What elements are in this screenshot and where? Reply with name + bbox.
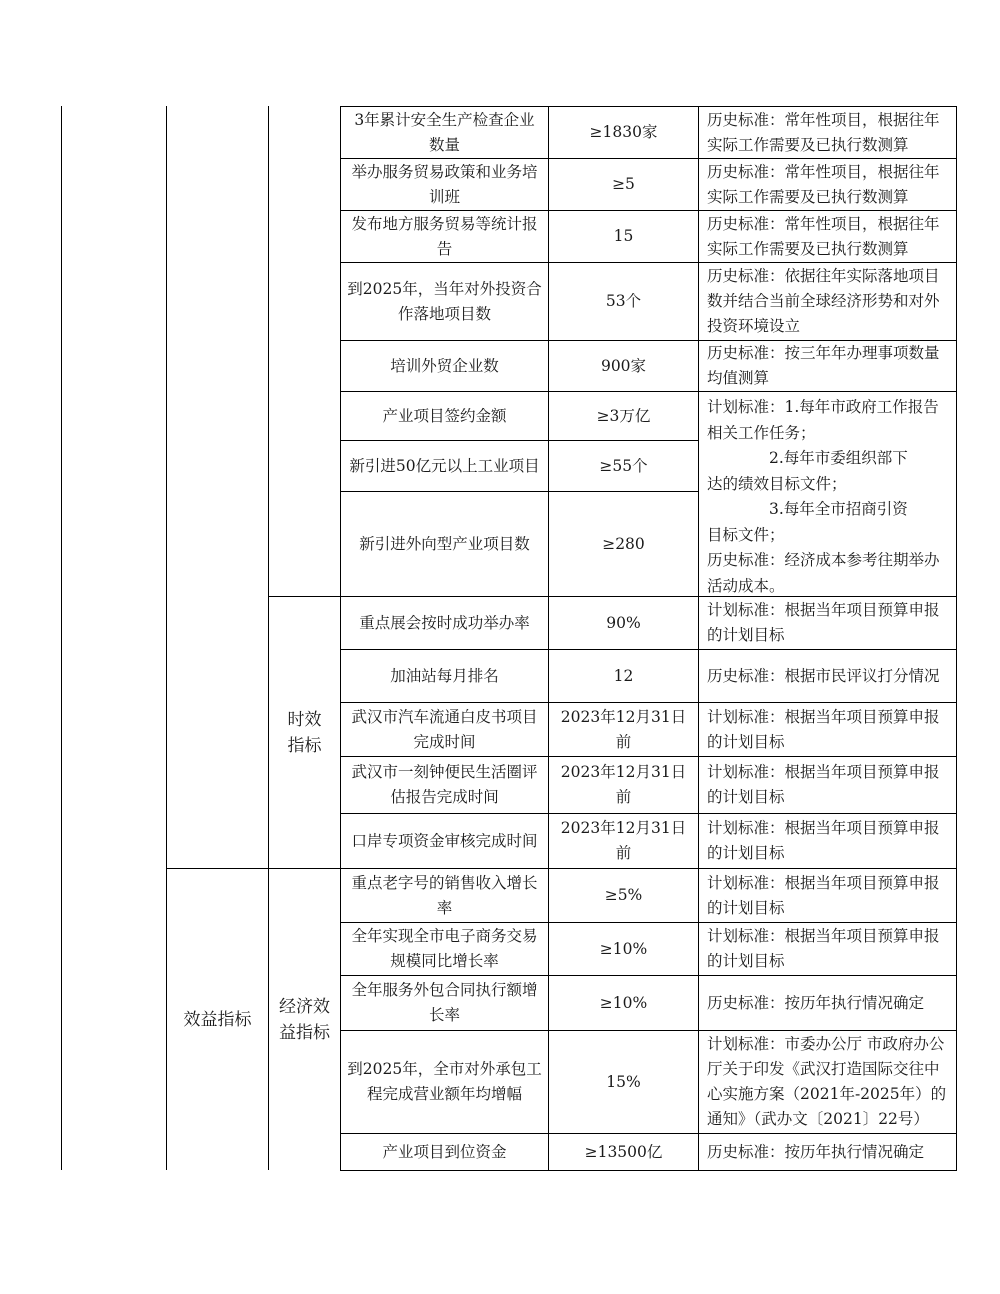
target-value: 53个 <box>605 292 642 310</box>
merged-standard-line: 3.每年全市招商引资 <box>707 500 908 518</box>
target-value: 2023年12月31日前 <box>560 707 687 751</box>
merged-standard-line: 达的绩效目标文件； <box>707 474 847 493</box>
metric-name: 重点老字号的销售收入增长率 <box>351 873 538 917</box>
target-value: ≥1830家 <box>589 123 658 141</box>
target-value: ≥10% <box>599 939 648 958</box>
metric-name: 武汉市汽车流通白皮书项目完成时间 <box>351 707 538 751</box>
target-value: ≥13500亿 <box>584 1142 663 1161</box>
standard-basis: 历史标准：按历年执行情况确定 <box>707 993 925 1012</box>
target-value: ≥55个 <box>599 456 648 475</box>
target-value: 15% <box>606 1072 641 1091</box>
target-value: 15 <box>613 227 634 245</box>
metric-name: 举办服务贸易政策和业务培训班 <box>351 162 538 206</box>
standard-basis: 历史标准：常年性项目，根据往年实际工作需要及已执行数测算 <box>707 110 940 154</box>
metric-name: 产业项目到位资金 <box>382 1142 507 1161</box>
metric-name: 重点展会按时成功举办率 <box>359 613 530 632</box>
metric-name: 发布地方服务贸易等统计报告 <box>351 214 538 258</box>
target-value: 900家 <box>600 356 647 375</box>
standard-basis: 计划标准：根据当年项目预算申报的计划目标 <box>707 763 940 806</box>
metric-name: 武汉市一刻钟便民生活圈评估报告完成时间 <box>351 763 538 806</box>
standard-basis: 计划标准：根据当年项目预算申报的计划目标 <box>707 819 940 862</box>
label-economic-benefit-indicator: 经济效益指标 <box>279 996 330 1043</box>
merged-standard-line: 目标文件； <box>707 525 785 544</box>
merged-standard-line: 2.每年市委组织部下 <box>707 449 908 467</box>
label-timeliness-indicator: 时效指标 <box>287 709 322 756</box>
standard-basis: 历史标准：根据市民评议打分情况 <box>707 666 940 685</box>
target-value: ≥280 <box>602 534 645 553</box>
standard-basis: 历史标准：按历年执行情况确定 <box>707 1142 925 1161</box>
outer-right-border <box>956 106 957 1170</box>
label-benefit-indicator: 效益指标 <box>183 1009 252 1030</box>
metric-name: 到2025年，当年对外投资合作落地项目数 <box>347 279 542 323</box>
metric-name: 培训外贸企业数 <box>390 356 499 375</box>
metric-name: 加油站每月排名 <box>390 666 499 685</box>
standard-basis: 计划标准：根据当年项目预算申报的计划目标 <box>707 707 940 751</box>
target-value: 12 <box>613 666 634 685</box>
merged-standard-basis <box>699 393 956 596</box>
standard-basis: 历史标准：依据往年实际落地项目数并结合当前全球经济形势和对外投资环境设立 <box>707 267 940 335</box>
standard-basis: 计划标准：市委办公厅 市政府办公厅关于印发《武汉打造国际交往中心实施方案（2021年-2025年）的通知》（武办文〔2021〕22号） <box>707 1035 947 1128</box>
metric-name: 口岸专项资金审核完成时间 <box>351 831 538 850</box>
target-value: ≥5 <box>612 175 635 193</box>
target-value: ≥3万亿 <box>596 406 651 425</box>
standard-basis: 计划标准：根据当年项目预算申报的计划目标 <box>707 927 940 970</box>
target-value: 2023年12月31日前 <box>560 819 687 862</box>
merged-standard-line: 历史标准：经济成本参考往期举办 <box>707 551 940 569</box>
standard-basis: 计划标准：根据当年项目预算申报的计划目标 <box>707 873 940 917</box>
standard-basis: 计划标准：根据当年项目预算申报的计划目标 <box>707 601 940 644</box>
merged-standard-line: 活动成本。 <box>707 576 785 595</box>
standard-basis: 历史标准：常年性项目，根据往年实际工作需要及已执行数测算 <box>707 162 940 206</box>
row-line <box>340 1170 957 1171</box>
metric-name: 到2025年，全市对外承包工程完成营业额年均增幅 <box>347 1060 542 1103</box>
metric-name: 产业项目签约金额 <box>382 406 507 425</box>
metric-name: 全年实现全市电子商务交易规模同比增长率 <box>351 927 538 970</box>
target-value: 2023年12月31日前 <box>560 763 687 806</box>
metric-name: 新引进50亿元以上工业项目 <box>349 456 540 475</box>
standard-basis: 历史标准：常年性项目，根据往年实际工作需要及已执行数测算 <box>707 214 940 258</box>
target-value: ≥10% <box>599 993 648 1012</box>
metric-name: 3年累计安全生产检查企业数量 <box>354 110 535 154</box>
metric-name: 全年服务外包合同执行额增长率 <box>351 981 538 1024</box>
target-value: 90% <box>606 613 641 632</box>
merged-standard-line: 计划标准：1.每年市政府工作报告 <box>707 398 939 416</box>
outer-left-border <box>61 106 62 1170</box>
metric-name: 新引进外向型产业项目数 <box>359 534 530 553</box>
standard-basis: 历史标准：按三年年办理事项数量均值测算 <box>707 344 940 387</box>
merged-standard-line: 相关工作任务； <box>707 423 816 442</box>
target-value: ≥5% <box>604 886 643 904</box>
